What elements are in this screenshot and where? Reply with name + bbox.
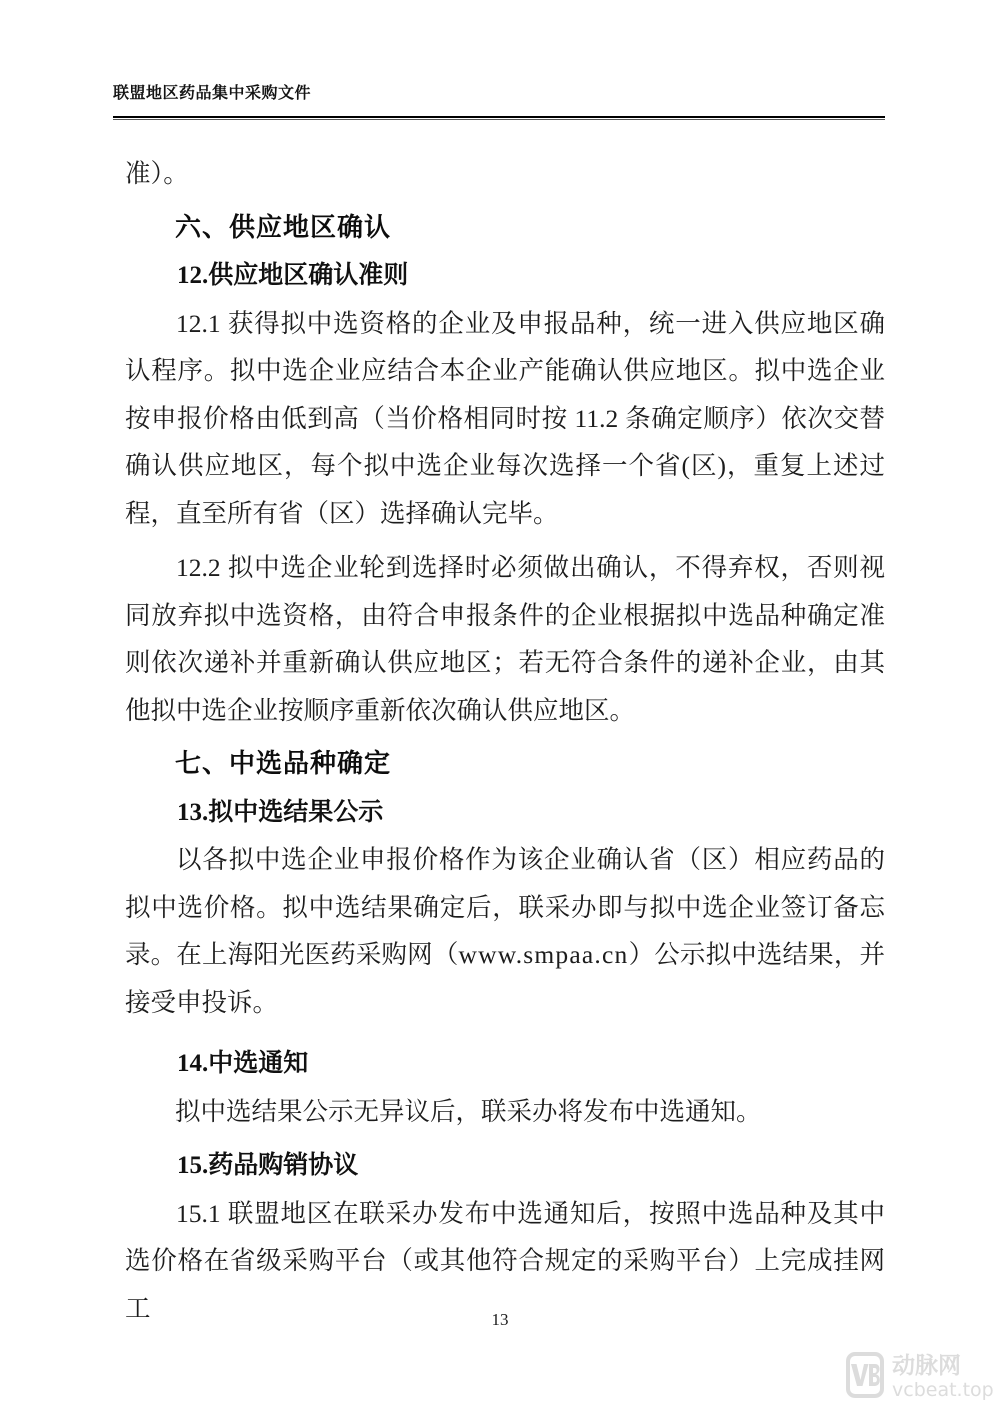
spacer (125, 1026, 885, 1040)
watermark-text (892, 1352, 994, 1401)
carryover-line: 准）。 (125, 159, 189, 188)
header-rule-thick (113, 116, 885, 118)
paragraph-12-1: 12.1 获得拟中选资格的企业及申报品种，统一进入供应地区确认程序。拟中选企业应结合本企业产能确认供应地区。拟中选企业按申报价格由低到高（当价格相同时按 11.2 条确定顺序）依次交替确认供应地区，每个拟中选企业每次选择一个省(区)，重复上述过程，直至所有省（区）选择确认完毕。 (125, 308, 885, 528)
watermark-brand-domain: vcbeat.top (892, 1379, 994, 1401)
heading-item-14: 14.中选通知 (177, 1050, 309, 1077)
paragraph-13-text-after-url: ）公示拟中选结果，并接受申投诉。 (125, 940, 885, 1017)
paragraph-13-text-before-url: 以各拟中选企业申报价格作为该企业确认省（区）相应药品的拟中选价格。拟中选结果确定后，联采办即与拟中选企业签订备忘录。在上海阳光医药采购网（ (125, 845, 885, 969)
watermark-brand-cn: 动脉网 (892, 1353, 961, 1379)
heading-item-12: 12.供应地区确认准则 (177, 262, 409, 289)
paragraph-12-2: 12.2 拟中选企业轮到选择时必须做出确认，不得弃权，否则视同放弃拟中选资格，由符合申报条件的企业根据拟中选品种确定准则依次递补并重新确认供应地区；若无符合条件的递补企业，由其他拟中选企业按顺序重新依次确认供应地区。 (125, 553, 885, 725)
spacer (125, 198, 885, 205)
paragraph-15-1: 15.1 联盟地区在联采办发布中选通知后，按照中选品种及其中选价格在省级采购平台（或其他符合规定的采购平台）上完成挂网工 (125, 1198, 885, 1323)
watermark (846, 1352, 992, 1408)
vb-monogram-icon (846, 1352, 884, 1398)
paragraph-13-body (125, 836, 885, 1026)
spacer (125, 537, 885, 544)
paragraph-14-body: 拟中选结果公示无异议后，联采办将发布中选通知。 (175, 1096, 762, 1126)
running-header-title: 联盟地区药品集中采购文件 (113, 85, 312, 102)
heading-item-13: 13.拟中选结果公示 (177, 798, 384, 826)
spacer (125, 1135, 885, 1142)
running-header (113, 84, 885, 103)
spacer (125, 734, 885, 741)
document-body (125, 150, 885, 1332)
header-rule-thin (113, 119, 885, 120)
smpaa-website-url: www.smpaa.cn (458, 940, 629, 969)
page-number: 13 (491, 1310, 509, 1329)
section-heading-six: 六、供应地区确认 (175, 212, 392, 243)
section-heading-seven: 七、中选品种确定 (175, 749, 392, 779)
heading-item-15: 15.药品购销协议 (177, 1152, 359, 1179)
header-divider-rule (113, 116, 885, 120)
